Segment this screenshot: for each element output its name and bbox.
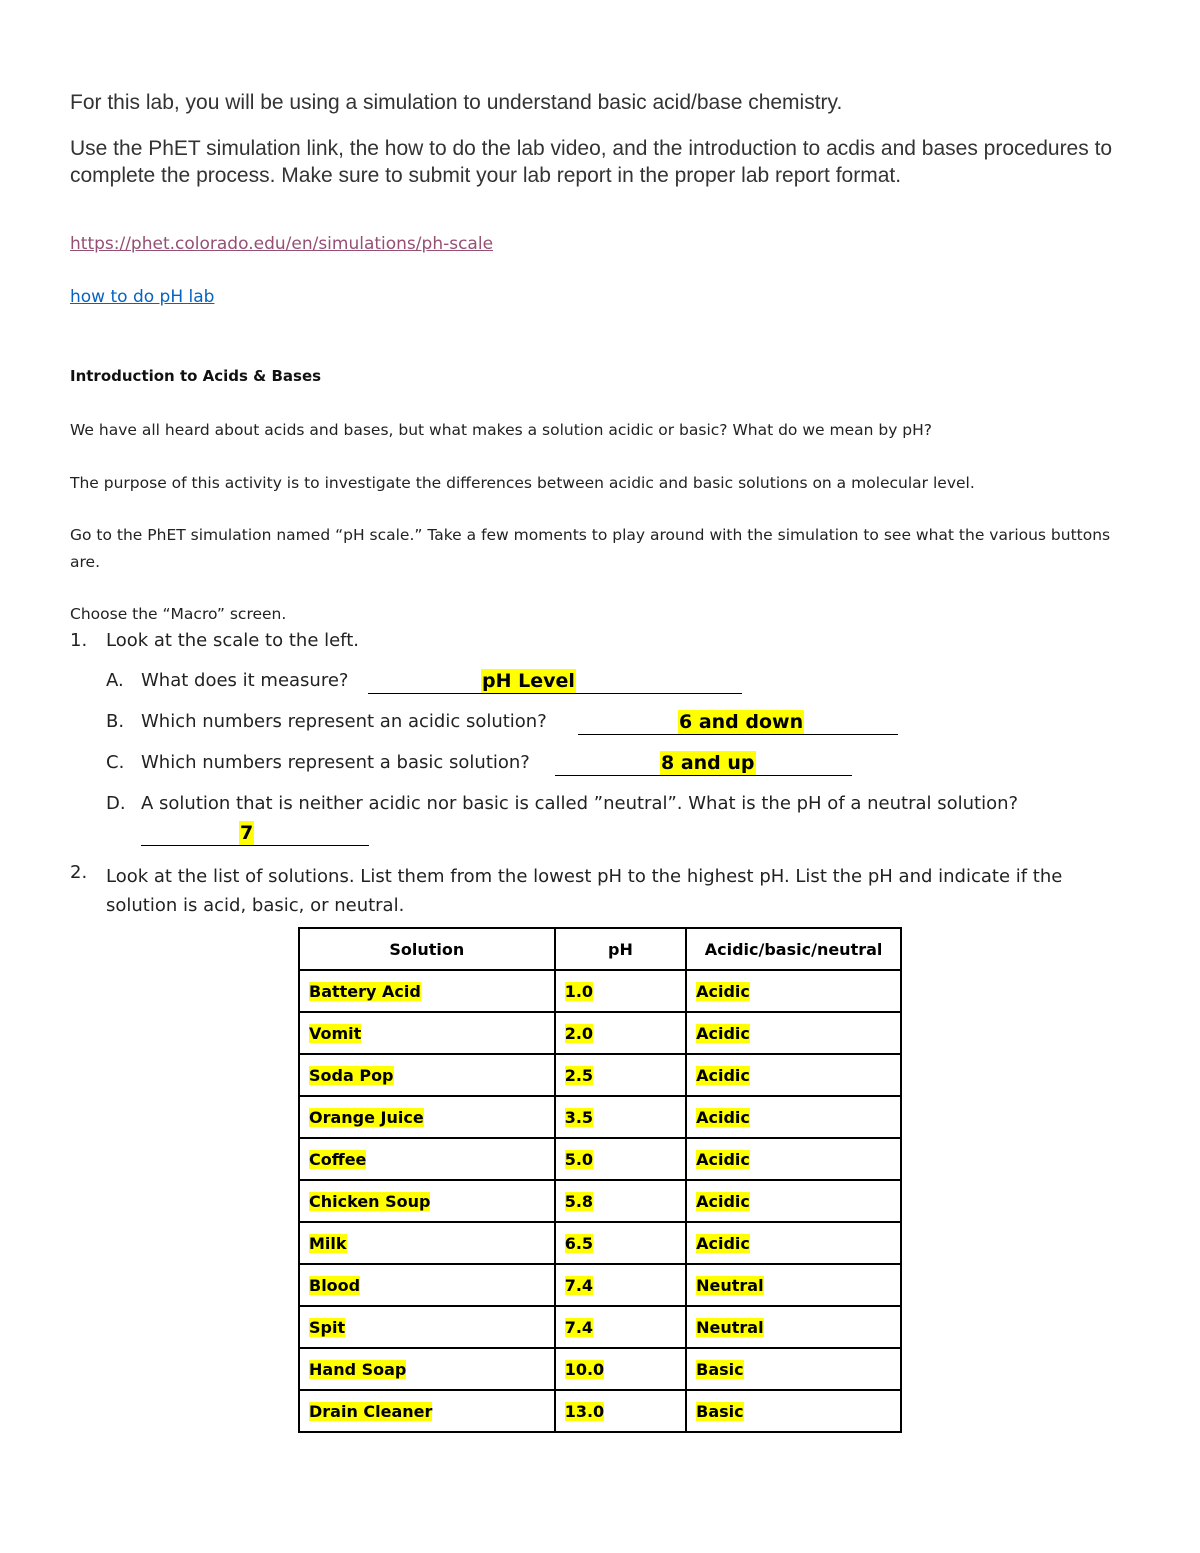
- cell-classification: Neutral: [696, 1317, 764, 1337]
- answer-a: pH Level: [482, 670, 575, 692]
- cell-ph: 13.0: [564, 1401, 605, 1421]
- cell-solution: Vomit: [309, 1023, 362, 1043]
- header-solution: Solution: [299, 928, 555, 970]
- cell-ph: 7.4: [564, 1275, 594, 1295]
- table-row: [299, 1348, 901, 1390]
- question-2-number: 2.: [70, 862, 88, 883]
- intro-line-1: For this lab, you will be using a simulation to understand basic acid/base chemistry.: [70, 91, 843, 114]
- intro-line-2: Use the PhET simulation link, the how to do the lab video, and the introduction to acdis and bases procedures to complete the process. Make sure to submit your lab report in the proper lab report format.: [70, 137, 1113, 187]
- cell-solution: Hand Soap: [309, 1359, 407, 1379]
- cell-solution: Coffee: [309, 1149, 367, 1169]
- paragraph-acids-bases: We have all heard about acids and bases, but what makes a solution acidic or basic? What do we mean by pH?: [70, 421, 933, 439]
- question-c-text: Which numbers represent a basic solution?: [141, 752, 530, 773]
- cell-classification: Acidic: [696, 1149, 750, 1169]
- cell-classification: Acidic: [696, 1065, 750, 1085]
- question-a-letter: A.: [106, 670, 124, 691]
- header-classification: Acidic/basic/neutral: [686, 928, 901, 970]
- cell-classification: Acidic: [696, 1233, 750, 1253]
- question-b-text: Which numbers represent an acidic solution?: [141, 711, 547, 732]
- answer-d-line: [141, 821, 369, 846]
- cell-solution: Soda Pop: [309, 1065, 394, 1085]
- cell-classification: Basic: [696, 1359, 744, 1379]
- cell-solution: Drain Cleaner: [309, 1401, 433, 1421]
- table-row: [299, 1054, 901, 1096]
- cell-ph: 5.8: [564, 1191, 594, 1211]
- how-to-video-link[interactable]: how to do pH lab: [70, 287, 215, 307]
- cell-solution: Milk: [309, 1233, 347, 1253]
- question-1-text: Look at the scale to the left.: [106, 630, 359, 651]
- table-row: [299, 1222, 901, 1264]
- table-row: [299, 1264, 901, 1306]
- table-header-row: [299, 928, 901, 970]
- question-a-text: What does it measure?: [141, 670, 349, 691]
- table-row: [299, 1306, 901, 1348]
- cell-ph: 1.0: [564, 981, 594, 1001]
- paragraph-purpose: The purpose of this activity is to investigate the differences between acidic and basic solutions on a molecular level.: [70, 474, 975, 492]
- cell-ph: 10.0: [564, 1359, 605, 1379]
- cell-solution: Spit: [309, 1317, 346, 1337]
- question-d-text: A solution that is neither acidic nor basic is called ”neutral”. What is the pH of a neutral solution?: [141, 793, 1019, 814]
- solutions-table: [298, 927, 902, 1433]
- table-row: [299, 1180, 901, 1222]
- question-b-letter: B.: [106, 711, 125, 732]
- cell-ph: 6.5: [564, 1233, 594, 1253]
- question-d-letter: D.: [106, 793, 126, 814]
- cell-ph: 2.5: [564, 1065, 594, 1085]
- cell-solution: Orange Juice: [309, 1107, 424, 1127]
- paragraph-simulation: Go to the PhET simulation named “pH scale.” Take a few moments to play around with the simulation to see what the various buttons are.: [70, 526, 1111, 571]
- answer-d: 7: [240, 822, 254, 844]
- question-2-text: Look at the list of solutions. List them from the lowest pH to the highest pH. List the pH and indicate if the solution is acid, basic, or neutral.: [106, 866, 1063, 916]
- paragraph-macro: Choose the “Macro” screen.: [70, 605, 287, 623]
- question-c-letter: C.: [106, 752, 125, 773]
- cell-classification: Neutral: [696, 1275, 764, 1295]
- cell-classification: Acidic: [696, 1191, 750, 1211]
- cell-solution: Blood: [309, 1275, 361, 1295]
- cell-classification: Acidic: [696, 1023, 750, 1043]
- cell-solution: Battery Acid: [309, 981, 421, 1001]
- table-row: [299, 970, 901, 1012]
- cell-ph: 2.0: [564, 1023, 594, 1043]
- header-ph: pH: [555, 928, 686, 970]
- cell-solution: Chicken Soup: [309, 1191, 431, 1211]
- table-row: [299, 1138, 901, 1180]
- cell-classification: Acidic: [696, 1107, 750, 1127]
- cell-ph: 3.5: [564, 1107, 594, 1127]
- table-row: [299, 1096, 901, 1138]
- answer-b: 6 and down: [679, 711, 804, 733]
- cell-ph: 5.0: [564, 1149, 594, 1169]
- table-row: [299, 1390, 901, 1432]
- answer-c: 8 and up: [661, 752, 755, 774]
- cell-classification: Basic: [696, 1401, 744, 1421]
- section-heading: Introduction to Acids & Bases: [70, 367, 322, 385]
- table-row: [299, 1012, 901, 1054]
- cell-classification: Acidic: [696, 981, 750, 1001]
- question-1-number: 1.: [70, 630, 88, 651]
- phet-simulation-link[interactable]: https://phet.colorado.edu/en/simulations/ph-scale: [70, 234, 494, 254]
- cell-ph: 7.4: [564, 1317, 594, 1337]
